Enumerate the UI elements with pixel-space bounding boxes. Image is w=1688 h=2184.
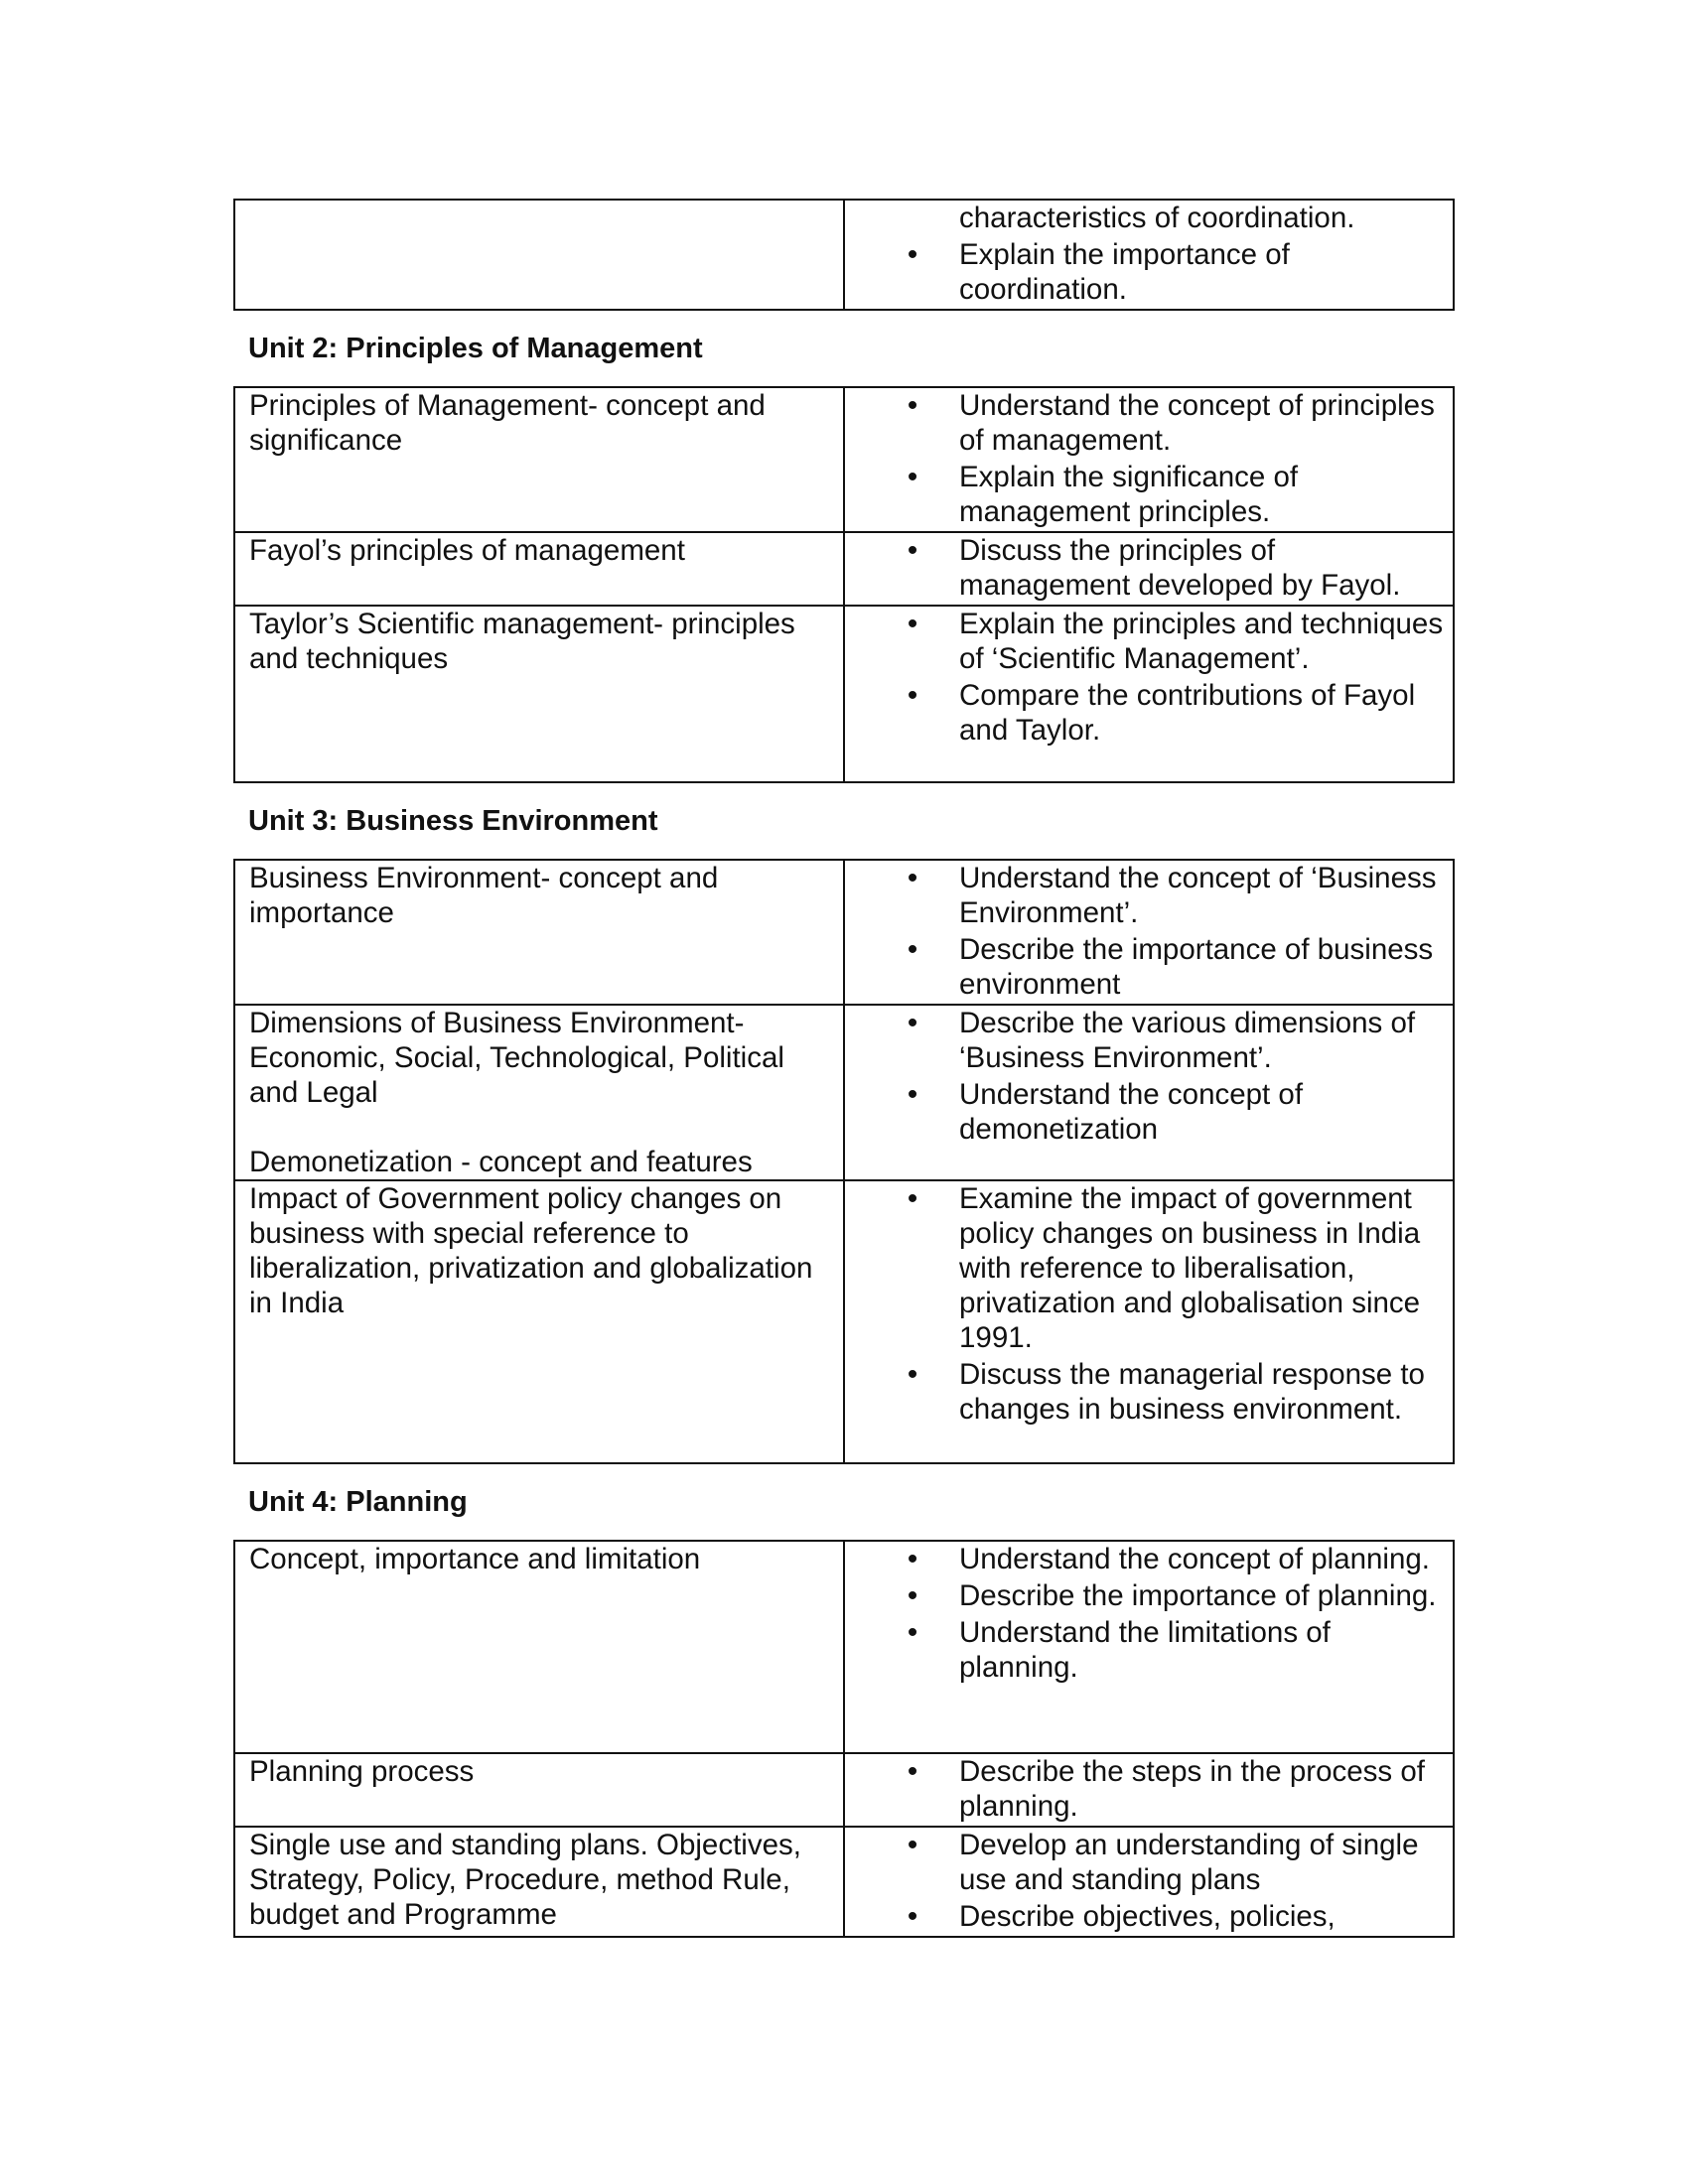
bullet-icon: •	[907, 608, 918, 640]
objectives-cell	[844, 387, 1454, 532]
list-item: • Describe objectives, policies,	[845, 1899, 1445, 1934]
topic-cell: Taylor’s Scientific management- principles and techniques	[234, 606, 844, 782]
table-row	[234, 532, 1454, 606]
list-item: characteristics of coordination.	[959, 202, 1355, 234]
table-row	[234, 1180, 1454, 1463]
table-row	[234, 200, 1454, 310]
list-item: • Understand the concept of demonetization	[845, 1077, 1445, 1147]
topic-cell: Dimensions of Business Environment- Economic, Social, Technological, Political and Legal Demonetization - concept and features	[234, 1005, 844, 1180]
objectives-cell	[844, 606, 1454, 782]
table-row	[234, 387, 1454, 532]
unit-4-table	[233, 1540, 1455, 1938]
bullet-icon: •	[907, 461, 918, 493]
list-item: • Compare the contributions of Fayol and Taylor.	[845, 678, 1445, 748]
topic-cell: Business Environment- concept and importance	[234, 860, 844, 1005]
bullet-icon: •	[907, 862, 918, 894]
objectives-list	[845, 1828, 1445, 1934]
unit-3-table	[233, 859, 1455, 1464]
table-row	[234, 1541, 1454, 1753]
objectives-cell	[844, 1180, 1454, 1463]
objectives-list	[845, 1181, 1445, 1427]
bullet-icon: •	[907, 1829, 918, 1861]
topic-cell	[234, 200, 844, 310]
bullet-icon: •	[907, 389, 918, 422]
objectives-cell	[844, 1753, 1454, 1827]
table-row	[234, 1827, 1454, 1937]
bullet-icon: •	[907, 1579, 918, 1612]
topic-cell: Concept, importance and limitation	[234, 1541, 844, 1753]
topic-cell: Principles of Management- concept and significance	[234, 387, 844, 532]
list-item: • Describe the importance of business environment	[845, 932, 1445, 1002]
list-item: • Discuss the managerial response to changes in business environment.	[845, 1357, 1445, 1427]
list-item: • Examine the impact of government policy changes on business in India with reference to liberalisation, privatization and globalisation since 1991.	[845, 1181, 1445, 1355]
objectives-list	[845, 607, 1445, 748]
objectives-cell	[844, 1005, 1454, 1180]
objectives-cell	[844, 860, 1454, 1005]
list-item: • Describe the importance of planning.	[845, 1578, 1445, 1613]
bullet-icon: •	[907, 534, 918, 567]
list-item: • Understand the concept of ‘Business Environment’.	[845, 861, 1445, 930]
list-item: • Discuss the principles of management developed by Fayol.	[845, 533, 1445, 603]
list-item: • Explain the principles and techniques of ‘Scientific Management’.	[845, 607, 1445, 676]
syllabus-page	[233, 199, 1453, 1938]
list-item: • Develop an understanding of single use and standing plans	[845, 1828, 1445, 1897]
bullet-icon: •	[907, 1616, 918, 1649]
list-item: • Understand the limitations of planning.	[845, 1615, 1445, 1685]
objectives-cell	[844, 532, 1454, 606]
bullet-icon: •	[907, 1182, 918, 1215]
list-item: • Describe the steps in the process of planning.	[845, 1754, 1445, 1824]
list-item: • Understand the concept of planning.	[845, 1542, 1445, 1576]
list-item: • Explain the importance of coordination.	[845, 237, 1445, 307]
table-row	[234, 1005, 1454, 1180]
topic-cell: Planning process	[234, 1753, 844, 1827]
table-row	[234, 860, 1454, 1005]
objectives-list	[845, 1006, 1445, 1147]
bullet-icon: •	[907, 679, 918, 712]
topic-cell: Single use and standing plans. Objectives, Strategy, Policy, Procedure, method Rule, budget and Programme	[234, 1827, 844, 1937]
objectives-list	[845, 533, 1445, 603]
list-item: • Describe the various dimensions of ‘Business Environment’.	[845, 1006, 1445, 1075]
bullet-icon: •	[907, 1543, 918, 1575]
topic-cell: Impact of Government policy changes on business with special reference to liberalization, privatization and globalization in India	[234, 1180, 844, 1463]
bullet-icon: •	[907, 1358, 918, 1391]
list-item: • Explain the significance of management principles.	[845, 460, 1445, 529]
bullet-icon: •	[907, 933, 918, 966]
unit-2-table	[233, 386, 1455, 783]
unit-heading: Unit 2: Principles of Management	[248, 333, 703, 364]
unit-heading: Unit 3: Business Environment	[248, 805, 658, 837]
objectives-list	[845, 388, 1445, 529]
list-item: • Understand the concept of principles of management.	[845, 388, 1445, 458]
table-row	[234, 606, 1454, 782]
bullet-icon: •	[907, 1755, 918, 1788]
bullet-icon: •	[907, 1900, 918, 1933]
bullet-icon: •	[907, 1007, 918, 1039]
unit-heading: Unit 4: Planning	[248, 1486, 468, 1518]
objectives-cell	[844, 200, 1454, 310]
topic-cell: Fayol’s principles of management	[234, 532, 844, 606]
bullet-icon: •	[907, 238, 918, 271]
objectives-list	[845, 861, 1445, 1002]
table-row	[234, 1753, 1454, 1827]
coordination-table	[233, 199, 1455, 311]
objectives-list	[845, 1542, 1445, 1685]
objectives-cell	[844, 1541, 1454, 1753]
objectives-cell	[844, 1827, 1454, 1937]
objectives-list	[845, 201, 1445, 307]
bullet-icon: •	[907, 1078, 918, 1111]
objectives-list	[845, 1754, 1445, 1824]
